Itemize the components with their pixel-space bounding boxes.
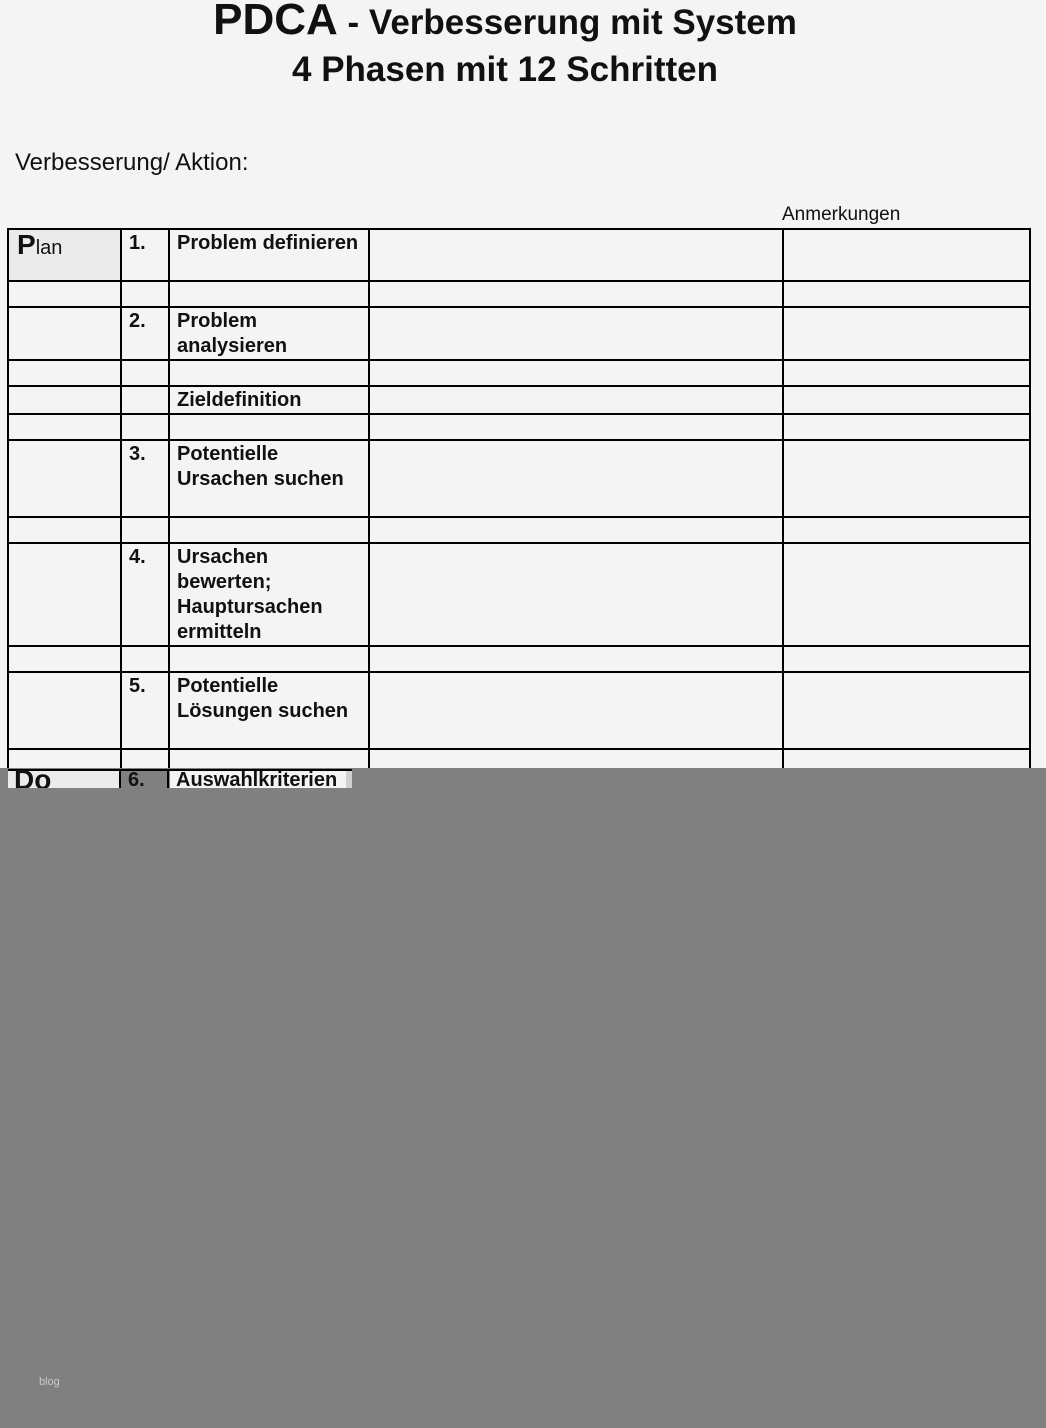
remarks-cell[interactable] [783, 672, 1030, 749]
content-cell[interactable] [369, 646, 783, 672]
content-cell[interactable] [369, 360, 783, 386]
phase-do-label: Do [14, 768, 52, 788]
phase-cell [8, 543, 121, 646]
phase-cell-plan [8, 229, 121, 281]
phase-plan-rest: lan [35, 237, 63, 259]
content-cell[interactable] [369, 229, 783, 281]
gray-overlay [0, 768, 1046, 1428]
remarks-cell[interactable] [783, 517, 1030, 543]
step-number: 1. [121, 229, 169, 281]
step-number [121, 386, 169, 414]
remarks-cell[interactable] [783, 646, 1030, 672]
document-title [0, 0, 1010, 47]
spacer-row [8, 281, 1030, 307]
content-cell[interactable] [369, 517, 783, 543]
spacer-row [8, 517, 1030, 543]
remarks-cell[interactable] [783, 440, 1030, 517]
step-label: Potentielle Ursachen suchen [169, 440, 369, 517]
remarks-cell[interactable] [783, 360, 1030, 386]
spacer-row [8, 360, 1030, 386]
do-phase-peek [8, 768, 352, 788]
phase-cell [8, 307, 121, 360]
step-label: Auswahlkriterien [176, 769, 338, 788]
step-number: 6. [128, 769, 145, 788]
step-number: 3. [121, 440, 169, 517]
content-cell[interactable] [369, 543, 783, 646]
spacer-row [8, 414, 1030, 440]
table-row [8, 229, 1030, 281]
step-label: Problem definieren [169, 229, 369, 281]
step-number: 5. [121, 672, 169, 749]
table-row [8, 386, 1030, 414]
content-cell[interactable] [369, 672, 783, 749]
table-row [8, 543, 1030, 646]
content-cell[interactable] [369, 281, 783, 307]
step-label: Zieldefinition [169, 386, 369, 414]
title-main: PDCA [213, 0, 338, 44]
step-number: 2. [121, 307, 169, 360]
remarks-column-header: Anmerkungen [782, 204, 901, 225]
content-cell[interactable] [369, 307, 783, 360]
content-cell[interactable] [369, 440, 783, 517]
spacer-row [8, 646, 1030, 672]
table-row [8, 307, 1030, 360]
table-row [8, 440, 1030, 517]
remarks-cell[interactable] [783, 307, 1030, 360]
remarks-cell[interactable] [783, 543, 1030, 646]
document-subtitle: 4 Phasen mit 12 Schritten [292, 50, 718, 89]
subject-label: Verbesserung/ Aktion: [15, 149, 249, 176]
step-label: Potentielle Lösungen suchen [169, 672, 369, 749]
table-row [8, 672, 1030, 749]
step-label: Problem analysieren [169, 307, 369, 360]
pdca-table [7, 228, 1031, 836]
remarks-cell[interactable] [783, 386, 1030, 414]
phase-cell [8, 386, 121, 414]
phase-cell [8, 672, 121, 749]
watermark-text: blog [39, 1376, 60, 1388]
remarks-cell[interactable] [783, 229, 1030, 281]
phase-cell [8, 440, 121, 517]
content-cell[interactable] [369, 386, 783, 414]
remarks-cell[interactable] [783, 281, 1030, 307]
title-rest: - Verbesserung mit System [337, 3, 797, 42]
step-label: Ursachen bewerten; Hauptursachen ermitteln [169, 543, 369, 646]
step-number: 4. [121, 543, 169, 646]
content-cell[interactable] [369, 414, 783, 440]
phase-plan-cap: P [17, 229, 36, 260]
remarks-cell[interactable] [783, 414, 1030, 440]
